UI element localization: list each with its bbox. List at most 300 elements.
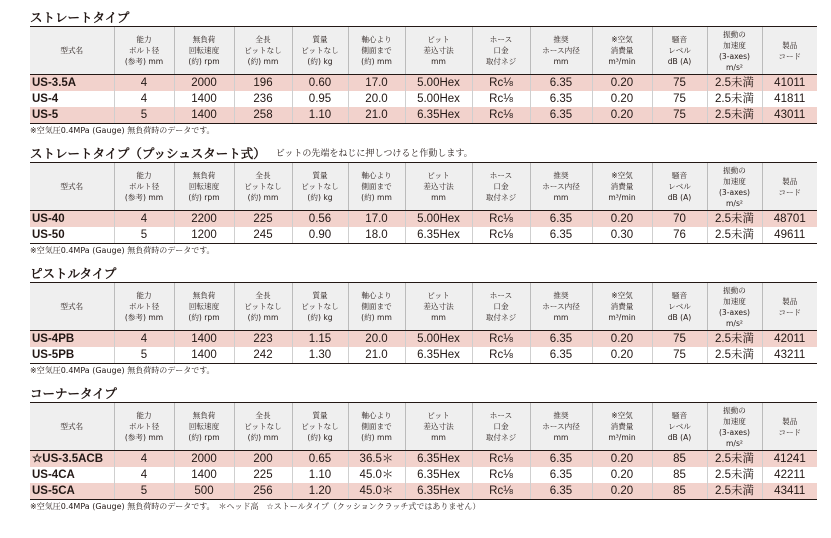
header-line: ホース <box>489 35 513 44</box>
cell-product-code: 43011 <box>762 107 817 124</box>
cell-noise: 85 <box>652 451 707 468</box>
cell-bolt-size: 4 <box>114 91 174 107</box>
cell-model-name: US-40 <box>30 211 114 228</box>
header-line: m³/min <box>608 193 636 202</box>
header-line: 口金 <box>493 302 509 311</box>
header-line: 製品 <box>782 176 798 186</box>
cell-noise: 75 <box>652 91 707 107</box>
header-line: (約) kg <box>307 193 333 202</box>
header-line: 回転速度 <box>188 182 220 191</box>
header-line: 型式名 <box>60 46 84 55</box>
column-header-bolt-size <box>114 403 174 451</box>
cell-vibration: 2.5未満 <box>707 467 762 483</box>
column-header-length <box>234 283 292 331</box>
cell-bit-size: 6.35Hex <box>405 107 472 124</box>
cell-model-name: US-5PB <box>30 347 114 364</box>
cell-bolt-size: 4 <box>114 451 174 468</box>
cell-model-name: US-50 <box>30 227 114 244</box>
header-line: ビット <box>427 171 450 180</box>
header-line: 加速度 <box>723 416 746 426</box>
cell-vibration: 2.5未満 <box>707 211 762 228</box>
header-line: dB (A) <box>667 193 692 202</box>
header-line: mm <box>431 313 446 322</box>
table-body <box>30 331 817 364</box>
cell-mass: 0.65 <box>292 451 348 468</box>
header-line: 回転速度 <box>188 302 220 311</box>
header-line: 無負荷 <box>192 291 216 300</box>
section-title <box>30 264 817 282</box>
cell-hose-id: 6.35 <box>530 227 592 244</box>
header-line: ホース <box>489 291 513 300</box>
column-header-length <box>234 27 292 75</box>
header-line: (約) mm <box>361 57 392 66</box>
header-line: ホース内径 <box>542 182 580 191</box>
cell-hose-fitting: Rc⅛ <box>472 211 530 228</box>
header-line: (約) kg <box>307 313 333 322</box>
column-header-vibration <box>707 283 762 331</box>
section-gap <box>30 257 817 264</box>
header-line: ビットなし <box>301 46 339 55</box>
column-header-center-to-side <box>348 163 405 211</box>
column-header-product-code <box>762 283 817 331</box>
header-line: 軸心より <box>361 35 392 44</box>
cell-speed: 2200 <box>174 211 234 228</box>
table-body <box>30 211 817 244</box>
cell-speed: 2000 <box>174 451 234 468</box>
cell-center-to-side: 21.0 <box>348 107 405 124</box>
header-line: (約) mm <box>247 193 279 202</box>
header-line: (参考) mm <box>124 57 164 66</box>
cell-speed: 1200 <box>174 227 234 244</box>
cell-hose-id: 6.35 <box>530 211 592 228</box>
section-title-text: ストレートタイプ（プッシュスタート式） <box>30 146 266 161</box>
cell-hose-fitting: Rc⅛ <box>472 451 530 468</box>
cell-air-consumption: 0.20 <box>592 347 652 364</box>
header-line: (約) kg <box>307 433 333 442</box>
column-header-noise <box>652 403 707 451</box>
cell-air-consumption: 0.20 <box>592 91 652 107</box>
cell-speed: 500 <box>174 483 234 500</box>
header-line: ※空気 <box>611 35 633 44</box>
header-line: m/s² <box>726 438 743 448</box>
cell-model-name: US-4PB <box>30 331 114 348</box>
header-line: 振動の <box>723 29 746 39</box>
cell-mass: 1.20 <box>292 483 348 500</box>
header-line: 全長 <box>255 171 271 180</box>
cell-length: 258 <box>234 107 292 124</box>
header-line: 型式名 <box>60 302 84 311</box>
cell-length: 223 <box>234 331 292 348</box>
cell-noise: 85 <box>652 483 707 500</box>
header-line: ホース内径 <box>542 422 580 431</box>
header-line: ボルト径 <box>128 182 160 191</box>
header-line: mm <box>553 433 569 442</box>
column-header-noise <box>652 283 707 331</box>
header-line: 無負荷 <box>192 171 216 180</box>
cell-noise: 75 <box>652 331 707 348</box>
table-row <box>30 347 817 364</box>
cell-mass: 1.10 <box>292 107 348 124</box>
header-line: ホース <box>489 171 513 180</box>
table-row <box>30 75 817 92</box>
header-line: 振動の <box>723 165 746 175</box>
cell-bolt-size: 4 <box>114 211 174 228</box>
header-line: ビットなし <box>244 46 282 55</box>
header-line: 型式名 <box>60 182 84 191</box>
cell-vibration: 2.5未満 <box>707 227 762 244</box>
cell-length: 196 <box>234 75 292 92</box>
header-line: m/s² <box>726 318 743 328</box>
header-line: 差込寸法 <box>423 46 454 55</box>
header-line: 能力 <box>136 171 152 180</box>
header-row <box>30 403 817 451</box>
column-header-bolt-size <box>114 163 174 211</box>
cell-noise: 75 <box>652 75 707 92</box>
column-header-mass <box>292 403 348 451</box>
header-line: 取付ネジ <box>485 313 517 322</box>
header-row <box>30 27 817 75</box>
header-line: 質量 <box>312 411 328 420</box>
cell-center-to-side: 18.0 <box>348 227 405 244</box>
header-line: ビットなし <box>244 302 282 311</box>
cell-bit-size: 5.00Hex <box>405 91 472 107</box>
cell-model-name: US-4 <box>32 93 59 105</box>
section-note: ビットの先端をねじに押しつけると作動します。 <box>275 149 473 159</box>
section-title <box>30 8 817 26</box>
cell-vibration: 2.5未満 <box>707 91 762 107</box>
cell-length: 245 <box>234 227 292 244</box>
cell-hose-id: 6.35 <box>530 483 592 500</box>
cell-mass: 1.15 <box>292 331 348 348</box>
cell-air-consumption: 0.30 <box>592 227 652 244</box>
spec-section <box>30 8 817 137</box>
column-header-bit-size <box>405 27 472 75</box>
table-body <box>30 75 817 124</box>
header-line: コード <box>778 427 802 437</box>
cell-center-to-side: 20.0 <box>348 91 405 107</box>
header-line: 加速度 <box>723 296 746 306</box>
section-title <box>30 144 817 162</box>
header-line: ビット <box>427 35 450 44</box>
section-gap <box>30 137 817 144</box>
cell-noise: 75 <box>652 347 707 364</box>
header-row <box>30 163 817 211</box>
cell-noise: 76 <box>652 227 707 244</box>
header-line: 全長 <box>255 291 271 300</box>
cell-hose-id: 6.35 <box>530 467 592 483</box>
header-line: 側面まで <box>361 302 392 311</box>
header-line: 推奨 <box>553 171 569 180</box>
header-line: (約) mm <box>361 313 392 322</box>
spec-table <box>30 162 817 244</box>
cell-model-name: US-5CA <box>30 483 114 500</box>
cell-mass: 1.10 <box>292 467 348 483</box>
cell-length: 242 <box>234 347 292 364</box>
cell-hose-fitting: Rc⅛ <box>472 467 530 483</box>
cell-hose-fitting: Rc⅛ <box>472 227 530 244</box>
section-footnote: ※空気圧0.4MPa (Gauge) 無負荷時のデータです。 <box>30 246 215 255</box>
cell-bit-size: 5.00Hex <box>405 211 472 228</box>
cell-bolt-size: 5 <box>114 483 174 500</box>
column-header-hose-id <box>530 163 592 211</box>
column-header-bit-size <box>405 283 472 331</box>
header-line: ホース <box>489 411 513 420</box>
section-title-text: コーナータイプ <box>30 386 117 401</box>
header-line: 消費量 <box>610 302 634 311</box>
spec-table <box>30 402 817 500</box>
cell-model-name: US-3.5A <box>30 75 114 92</box>
cell-center-to-side: 20.0 <box>348 331 405 348</box>
spec-section <box>30 384 817 513</box>
header-line: 軸心より <box>361 171 392 180</box>
header-line: 加速度 <box>723 176 746 186</box>
cell-speed: 1400 <box>174 347 234 364</box>
header-line: ボルト径 <box>128 422 160 431</box>
table-row <box>30 107 817 124</box>
header-line: ビットなし <box>301 422 339 431</box>
column-header-bolt-size <box>114 27 174 75</box>
column-header-hose-id <box>530 283 592 331</box>
column-header-speed <box>174 403 234 451</box>
header-line: レベル <box>668 46 691 55</box>
section-footnote: ※空気圧0.4MPa (Gauge) 無負荷時のデータです。 <box>30 366 215 375</box>
header-line: 質量 <box>312 35 328 44</box>
header-line: ビットなし <box>244 182 282 191</box>
cell-speed: 1400 <box>174 107 234 124</box>
header-line: (3-axes) <box>718 427 751 437</box>
column-header-vibration <box>707 163 762 211</box>
header-line: m³/min <box>608 57 636 66</box>
table-row <box>30 483 817 500</box>
cell-bolt-size: 5 <box>114 227 174 244</box>
header-line: 騒音 <box>671 411 688 420</box>
header-line: 軸心より <box>361 411 392 420</box>
header-line: (約) rpm <box>188 57 220 66</box>
cell-bit-size: 6.35Hex <box>405 483 472 500</box>
header-line: 口金 <box>493 182 509 191</box>
header-line: ビットなし <box>301 302 339 311</box>
header-line: (参考) mm <box>124 193 164 202</box>
column-header-length <box>234 163 292 211</box>
cell-product-code: 42211 <box>762 467 817 483</box>
cell-product-code: 43411 <box>762 483 817 500</box>
header-line: (約) mm <box>247 57 279 66</box>
cell-speed: 1400 <box>174 91 234 107</box>
header-line: dB (A) <box>667 313 692 322</box>
header-line: m/s² <box>726 198 743 208</box>
column-header-speed <box>174 283 234 331</box>
column-header-air-consumption <box>592 27 652 75</box>
column-header-air-consumption <box>592 403 652 451</box>
header-line: mm <box>553 313 569 322</box>
column-header-air-consumption <box>592 283 652 331</box>
header-line: 消費量 <box>610 46 634 55</box>
spec-table <box>30 26 817 124</box>
cell-hose-fitting: Rc⅛ <box>472 347 530 364</box>
cell-air-consumption: 0.20 <box>592 75 652 92</box>
section-title-text: ストレートタイプ <box>30 10 130 25</box>
cell-speed: 1400 <box>174 467 234 483</box>
header-line: dB (A) <box>667 57 692 66</box>
header-line: レベル <box>668 422 691 431</box>
header-line: (3-axes) <box>718 187 751 197</box>
cell-mass: 0.60 <box>292 75 348 92</box>
cell-vibration: 2.5未満 <box>707 75 762 92</box>
header-line: (約) mm <box>361 433 392 442</box>
column-header-speed <box>174 163 234 211</box>
cell-center-to-side: 45.0＊ <box>348 483 405 500</box>
column-header-product-code <box>762 403 817 451</box>
column-header-model-name <box>30 163 114 211</box>
cell-model-name: US-5 <box>30 107 114 124</box>
cell-vibration: 2.5未満 <box>707 107 762 124</box>
section-footnote: ※空気圧0.4MPa (Gauge) 無負荷時のデータです。 ＊ヘッド高 ☆ストールタイプ（クッションクラッチ式ではありません） <box>30 502 481 511</box>
column-header-bit-size <box>405 403 472 451</box>
cell-hose-fitting: Rc⅛ <box>472 331 530 348</box>
header-line: (約) rpm <box>188 313 220 322</box>
cell-noise: 85 <box>652 467 707 483</box>
header-line: 差込寸法 <box>423 182 454 191</box>
column-header-vibration <box>707 403 762 451</box>
cell-speed: 2000 <box>174 75 234 92</box>
header-line: 推奨 <box>553 411 569 420</box>
header-line: (約) mm <box>247 313 279 322</box>
cell-product-code: 41811 <box>762 91 817 107</box>
header-line: 製品 <box>782 296 798 306</box>
column-header-hose-id <box>530 403 592 451</box>
table-row <box>30 451 817 468</box>
section-title <box>30 384 817 402</box>
header-line: 全長 <box>255 35 271 44</box>
header-line: 口金 <box>493 46 509 55</box>
cell-center-to-side: 45.0＊ <box>348 467 405 483</box>
header-line: 騒音 <box>671 291 688 300</box>
header-line: 側面まで <box>361 182 392 191</box>
cell-hose-id: 6.35 <box>530 91 592 107</box>
cell-vibration: 2.5未満 <box>707 483 762 500</box>
cell-model-name: ☆US-3.5ACB <box>30 451 114 468</box>
column-header-product-code <box>762 163 817 211</box>
header-line: 側面まで <box>361 46 392 55</box>
header-line: ビット <box>427 291 450 300</box>
header-line: ホース内径 <box>542 46 580 55</box>
header-line: ※空気 <box>611 291 633 300</box>
cell-mass: 0.95 <box>292 91 348 107</box>
cell-product-code: 42011 <box>762 331 817 348</box>
cell-vibration: 2.5未満 <box>707 451 762 468</box>
column-header-hose-id <box>530 27 592 75</box>
cell-hose-fitting: Rc⅛ <box>472 91 530 107</box>
header-line: レベル <box>668 302 691 311</box>
cell-mass: 0.56 <box>292 211 348 228</box>
header-line: 取付ネジ <box>485 433 517 442</box>
cell-bit-size: 6.35Hex <box>405 347 472 364</box>
section-gap <box>30 377 817 384</box>
cell-hose-fitting: Rc⅛ <box>472 483 530 500</box>
table-row <box>30 91 817 107</box>
column-header-noise <box>652 163 707 211</box>
header-line: レベル <box>668 182 691 191</box>
header-line: 能力 <box>136 411 152 420</box>
header-line: (約) kg <box>307 57 333 66</box>
column-header-model-name <box>30 27 114 75</box>
header-line: 推奨 <box>553 291 569 300</box>
cell-bolt-size: 4 <box>114 331 174 348</box>
header-line: ビットなし <box>244 422 282 431</box>
cell-hose-fitting: Rc⅛ <box>472 107 530 124</box>
cell-center-to-side: 21.0 <box>348 347 405 364</box>
header-line: ビットなし <box>301 182 339 191</box>
cell-air-consumption: 0.20 <box>592 467 652 483</box>
header-line: 取付ネジ <box>485 193 517 202</box>
cell-center-to-side: 36.5＊ <box>348 451 405 468</box>
header-line: コード <box>778 51 802 61</box>
cell-length: 256 <box>234 483 292 500</box>
header-line: 軸心より <box>361 291 392 300</box>
column-header-bolt-size <box>114 283 174 331</box>
header-line: コード <box>778 307 802 317</box>
cell-bit-size: 6.35Hex <box>405 467 472 483</box>
header-line: (約) mm <box>247 433 279 442</box>
header-line: mm <box>553 57 569 66</box>
header-line: 質量 <box>312 171 328 180</box>
header-line: mm <box>553 193 569 202</box>
header-line: 型式名 <box>60 422 84 431</box>
column-header-hose-fitting <box>472 27 530 75</box>
cell-length: 225 <box>234 467 292 483</box>
cell-speed: 1400 <box>174 331 234 348</box>
header-line: ※空気 <box>611 411 633 420</box>
cell-air-consumption: 0.20 <box>592 451 652 468</box>
header-line: 回転速度 <box>188 46 220 55</box>
column-header-length <box>234 403 292 451</box>
cell-product-code: 41011 <box>762 75 817 92</box>
cell-noise: 75 <box>652 107 707 124</box>
cell-product-code: 43211 <box>762 347 817 364</box>
cell-hose-id: 6.35 <box>530 331 592 348</box>
table-row <box>30 467 817 483</box>
cell-bit-size: 5.00Hex <box>405 331 472 348</box>
header-line: m³/min <box>608 433 636 442</box>
header-line: mm <box>431 433 446 442</box>
header-line: m³/min <box>608 313 636 322</box>
cell-bit-size: 5.00Hex <box>405 75 472 92</box>
column-header-mass <box>292 283 348 331</box>
spec-section <box>30 264 817 377</box>
cell-model-name: US-4CA <box>32 469 75 481</box>
column-header-noise <box>652 27 707 75</box>
header-line: 振動の <box>723 405 746 415</box>
column-header-air-consumption <box>592 163 652 211</box>
cell-product-code: 49611 <box>762 227 817 244</box>
table-row <box>30 211 817 228</box>
header-line: 取付ネジ <box>485 57 517 66</box>
cell-hose-fitting: Rc⅛ <box>472 75 530 92</box>
header-line: 消費量 <box>610 422 634 431</box>
header-line: 騒音 <box>671 35 688 44</box>
header-line: mm <box>431 57 446 66</box>
header-line: ビット <box>427 411 450 420</box>
spec-section <box>30 144 817 257</box>
cell-length: 200 <box>234 451 292 468</box>
cell-bolt-size: 5 <box>114 107 174 124</box>
header-line: dB (A) <box>667 433 692 442</box>
column-header-model-name <box>30 283 114 331</box>
header-line: 能力 <box>136 35 152 44</box>
header-line: 全長 <box>255 411 271 420</box>
header-line: 消費量 <box>610 182 634 191</box>
cell-length: 236 <box>234 91 292 107</box>
